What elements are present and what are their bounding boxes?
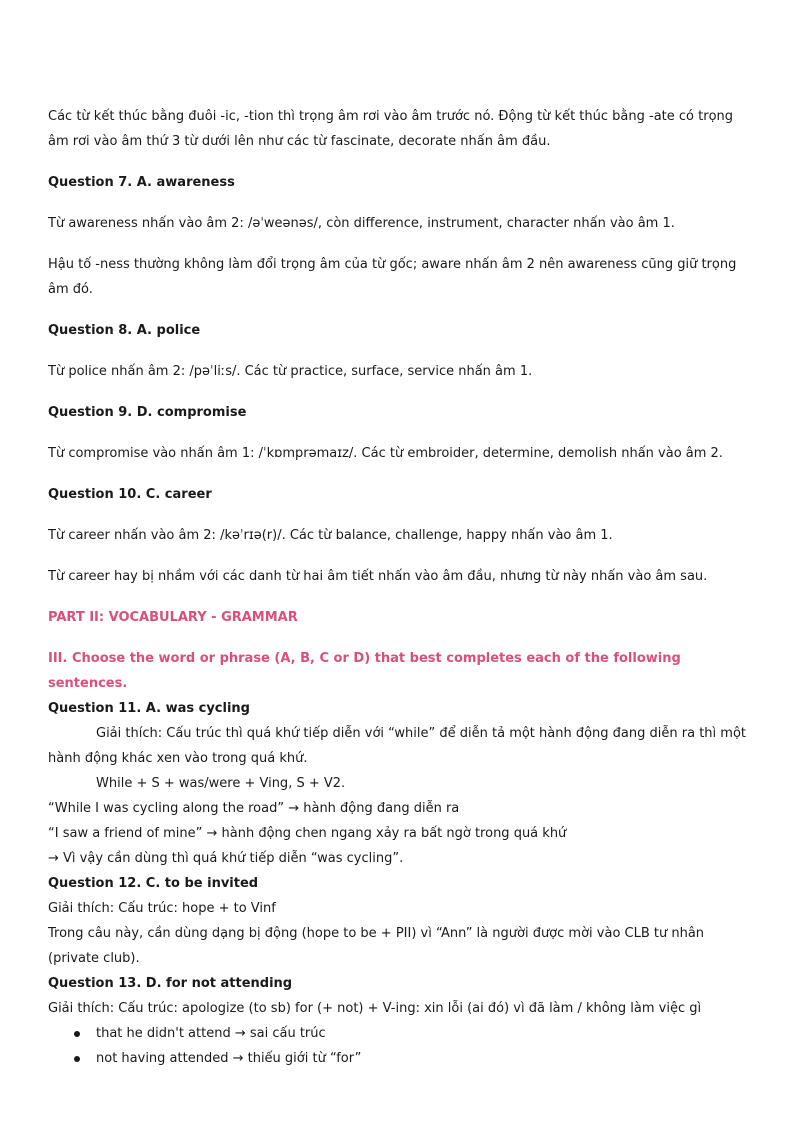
- section-3-instruction: III. Choose the word or phrase (A, B, C or D) that best completes each of the following sentences.: [48, 651, 681, 691]
- question-10-explanation: Từ career nhấn vào âm 2: /kəˈrɪə(r)/. Các từ balance, challenge, happy nhấn vào âm 1.: [48, 528, 613, 543]
- list-item: that he didn't attend → sai cấu trúc: [48, 1021, 748, 1046]
- document-page: [48, 104, 748, 1071]
- question-8-explanation: Từ police nhấn âm 2: /pəˈliːs/. Các từ practice, surface, service nhấn âm 1.: [48, 364, 533, 379]
- question-7-note-line-1: Hậu tố -ness thường không làm đổi trọng âm của từ gốc; aware nhấn âm 2 nên awareness cũng giữ trọng: [48, 257, 737, 272]
- intro-line-2: âm rơi vào âm thứ 3 từ dưới lên như các từ fascinate, decorate nhấn âm đầu.: [48, 134, 551, 149]
- question-11-conclusion: → Vì vậy cần dùng thì quá khứ tiếp diễn “was cycling”.: [48, 851, 404, 866]
- question-11-explanation-line-1: Giải thích: Cấu trúc thì quá khứ tiếp diễn với “while” để diễn tả một hành động đang diễn ra thì một: [96, 726, 746, 741]
- part-2-title: PART II: VOCABULARY - GRAMMAR: [48, 610, 298, 625]
- question-11-formula: While + S + was/were + Ving, S + V2.: [96, 776, 346, 791]
- list-item: not having attended → thiếu giới từ “for”: [48, 1046, 748, 1071]
- question-7-explanation: Từ awareness nhấn vào âm 2: /əˈweənəs/, còn difference, instrument, character nhấn vào âm 1.: [48, 216, 675, 231]
- question-7-note-line-2: âm đó.: [48, 282, 93, 297]
- question-12-explanation: Giải thích: Cấu trúc: hope + to Vinf: [48, 901, 276, 916]
- question-11-example-1: “While I was cycling along the road” → hành động đang diễn ra: [48, 801, 460, 816]
- question-10-note: Từ career hay bị nhầm với các danh từ hai âm tiết nhấn vào âm đầu, nhưng từ này nhấn vào âm sau.: [48, 569, 708, 584]
- question-12-heading: Question 12. C. to be invited: [48, 876, 259, 891]
- question-9-heading: Question 9. D. compromise: [48, 405, 247, 420]
- question-12-note-line-1: Trong câu này, cần dùng dạng bị động (hope to be + PII) vì “Ann” là người được mời vào CLB tư nhân: [48, 926, 705, 941]
- question-7-heading: Question 7. A. awareness: [48, 175, 235, 190]
- question-11-explanation-line-2: hành động khác xen vào trong quá khứ.: [48, 751, 308, 766]
- question-8-heading: Question 8. A. police: [48, 323, 201, 338]
- question-10-heading: Question 10. C. career: [48, 487, 212, 502]
- intro-line-1: Các từ kết thúc bằng đuôi -ic, -tion thì trọng âm rơi vào âm trước nó. Động từ kết thúc bằng -ate có trọng: [48, 109, 734, 124]
- question-13-explanation: Giải thích: Cấu trúc: apologize (to sb) for (+ not) + V-ing: xin lỗi (ai đó) vì đã làm / không làm việc gì: [48, 1001, 702, 1016]
- question-12-note-line-2: (private club).: [48, 951, 140, 966]
- question-11-heading: Question 11. A. was cycling: [48, 701, 250, 716]
- question-11-example-2: “I saw a friend of mine” → hành động chen ngang xảy ra bất ngờ trong quá khứ: [48, 826, 567, 841]
- question-9-explanation: Từ compromise vào nhấn âm 1: /ˈkɒmprəmaɪz/. Các từ embroider, determine, demolish nhấn vào âm 2.: [48, 446, 723, 461]
- question-13-heading: Question 13. D. for not attending: [48, 976, 293, 991]
